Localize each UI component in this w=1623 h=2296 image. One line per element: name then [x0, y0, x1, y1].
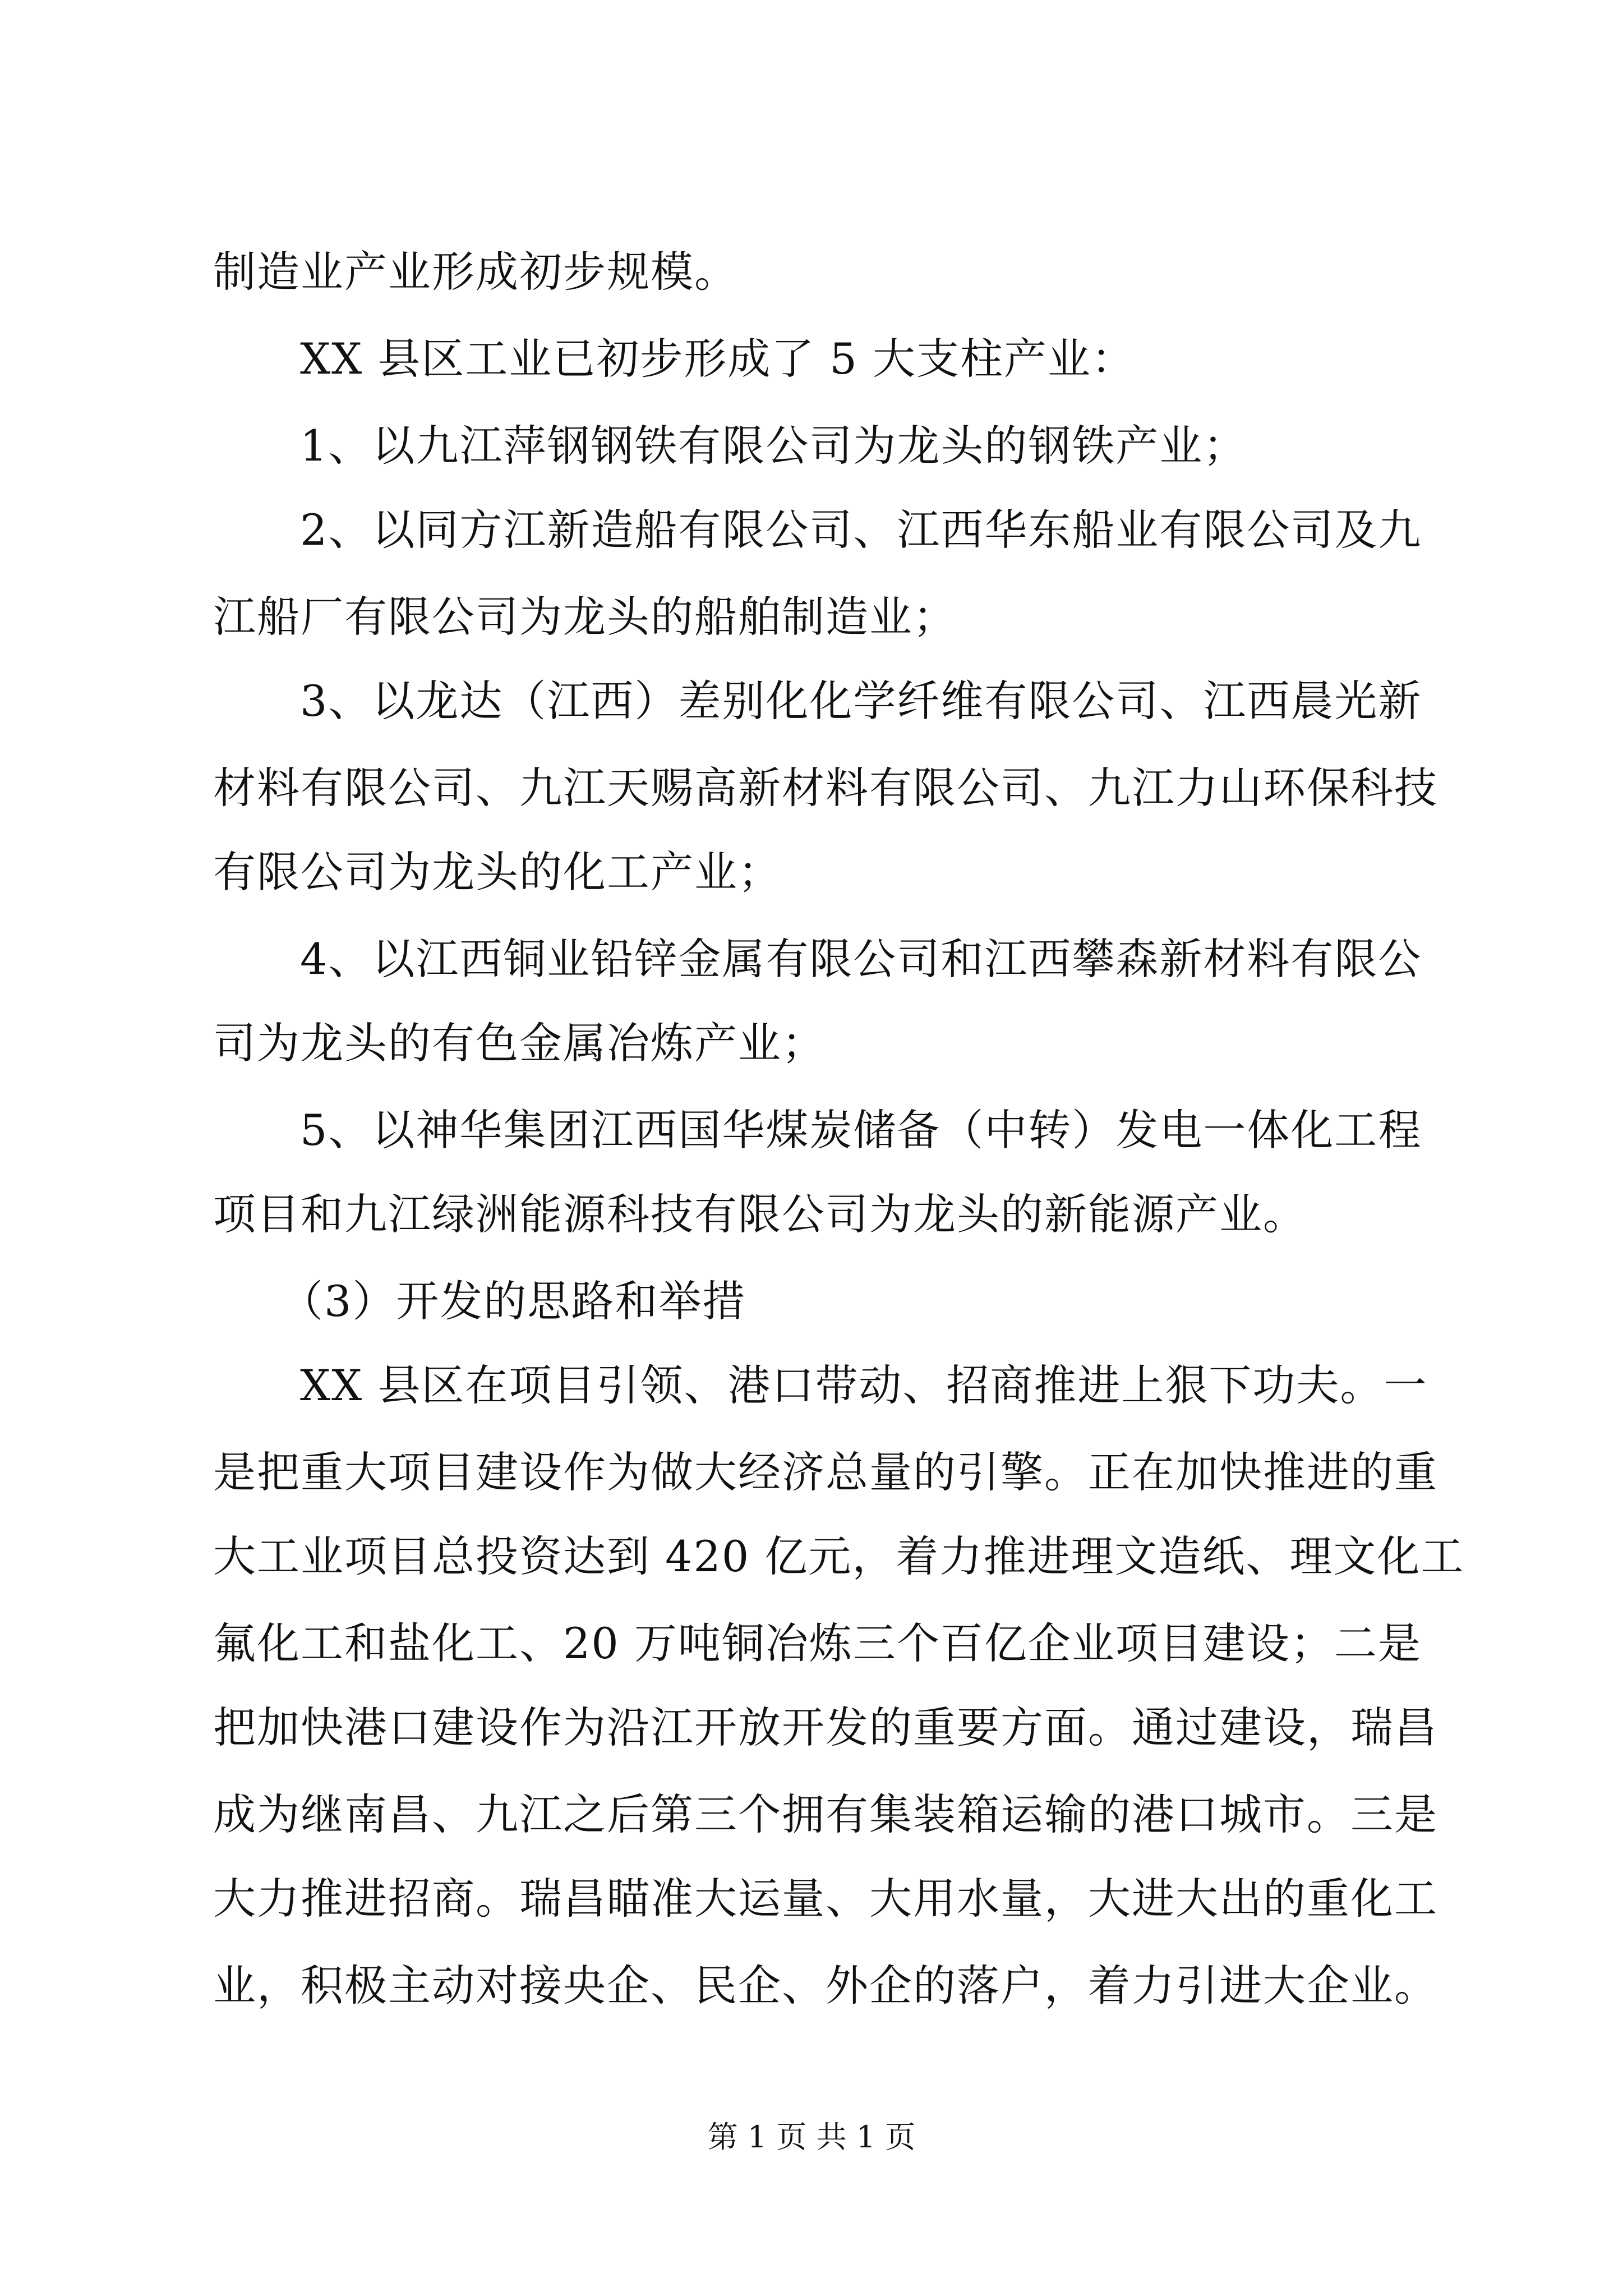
text-line: 3、以龙达（江西）差别化化学纤维有限公司、江西晨光新: [300, 676, 1422, 726]
text-line: 材料有限公司、九江天赐高新材料有限公司、九江力山环保科技: [213, 763, 1438, 813]
text-line: 是把重大项目建设作为做大经济总量的引擎。正在加快推进的重: [213, 1447, 1438, 1497]
text-line: 把加快港口建设作为沿江开放开发的重要方面。通过建设，瑞昌: [213, 1703, 1438, 1752]
text-line: 大力推进招商。瑞昌瞄准大运量、大用水量，大进大出的重化工: [213, 1874, 1438, 1924]
text-line: 1、以九江萍钢钢铁有限公司为龙头的钢铁产业；: [300, 421, 1247, 471]
text-line: 5、以神华集团江西国华煤炭储备（中转）发电一体化工程: [300, 1105, 1422, 1155]
text-line: 业，积极主动对接央企、民企、外企的落户，着力引进大企业。: [213, 1961, 1438, 2010]
text-line: 4、以江西铜业铅锌金属有限公司和江西攀森新材料有限公: [300, 934, 1422, 984]
text-line: 氟化工和盐化工、20 万吨铜冶炼三个百亿企业项目建设；二是: [213, 1618, 1422, 1668]
text-line: XX 县区在项目引领、港口带动、招商推进上狠下功夫。一: [300, 1360, 1428, 1410]
section-heading: （3）开发的思路和举措: [280, 1276, 746, 1326]
text-line: 成为继南昌、九江之后第三个拥有集装箱运输的港口城市。三是: [213, 1789, 1438, 1839]
text-line: 有限公司为龙头的化工产业；: [213, 847, 782, 897]
text-line: XX 县区工业已初步形成了 5 大支柱产业：: [300, 334, 1136, 384]
text-line: 项目和九江绿洲能源科技有限公司为龙头的新能源产业。: [213, 1189, 1307, 1239]
text-line: 大工业项目总投资达到 420 亿元，着力推进理文造纸、理文化工: [213, 1531, 1465, 1581]
text-line: 江船厂有限公司为龙头的船舶制造业；: [213, 592, 957, 642]
text-line: 司为龙头的有色金属冶炼产业；: [213, 1018, 826, 1068]
text-line: 2、以同方江新造船有限公司、江西华东船业有限公司及九: [300, 505, 1422, 555]
page-footer: 第 1 页 共 1 页: [707, 2119, 916, 2155]
text-line: 制造业产业形成初步规模。: [213, 247, 738, 297]
